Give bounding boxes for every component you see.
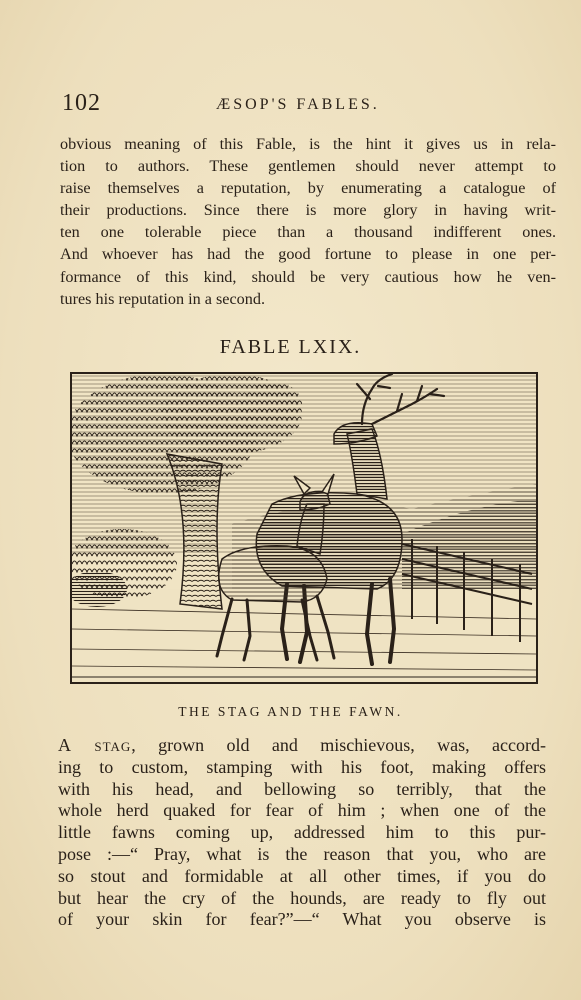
fable-heading: FABLE LXIX. [219, 336, 362, 358]
page-header [62, 90, 547, 120]
intro-paragraph [60, 133, 556, 310]
text-line: little fawns coming up, addressed him to this pur- [58, 822, 546, 843]
stag-and-fawn-woodcut [70, 372, 538, 684]
text-line: ing to custom, stamping with his foot, making offers [58, 756, 546, 777]
fable-opening-words: A stag [58, 735, 132, 755]
text-line: And whoever has had the good fortune to please in one per- [60, 245, 556, 264]
first-line-rest: , grown old and mischievous, was, accord- [131, 735, 546, 755]
illustration-caption: THE STAG AND THE FAWN. [178, 704, 403, 719]
text-line: of your skin for fear?”—“ What you observe is [58, 909, 546, 930]
text-line: but hear the cry of the hounds, are ready to fly out [58, 887, 546, 908]
text-line: obvious meaning of this Fable, is the hint it gives us in rela- [60, 135, 556, 153]
running-title: ÆSOP'S FABLES. [216, 96, 380, 113]
text-line: tures his reputation in a second. [60, 289, 265, 308]
text-line: pose :—“ Pray, what is the reason that you, who are [58, 843, 546, 864]
text-line [58, 735, 546, 757]
text-line: their productions. Since there is more glory in having writ- [60, 201, 556, 220]
text-line: so stout and formidable at all other times, if you do [58, 865, 546, 886]
text-line: with his head, and bellowing so terribly, that the [58, 778, 546, 799]
text-line: formance of this kind, should be very cautious how he ven- [60, 267, 556, 286]
page-number: 102 [62, 90, 101, 116]
text-line: tion to authors. These gentlemen should never attempt to [60, 157, 556, 176]
text-line: raise themselves a reputation, by enumerating a catalogue of [60, 179, 556, 198]
text-line: whole herd quaked for fear of him ; when one of the [58, 800, 546, 821]
text-line: ten one tolerable piece than a thousand indifferent ones. [60, 223, 556, 242]
fable-text [58, 735, 546, 931]
